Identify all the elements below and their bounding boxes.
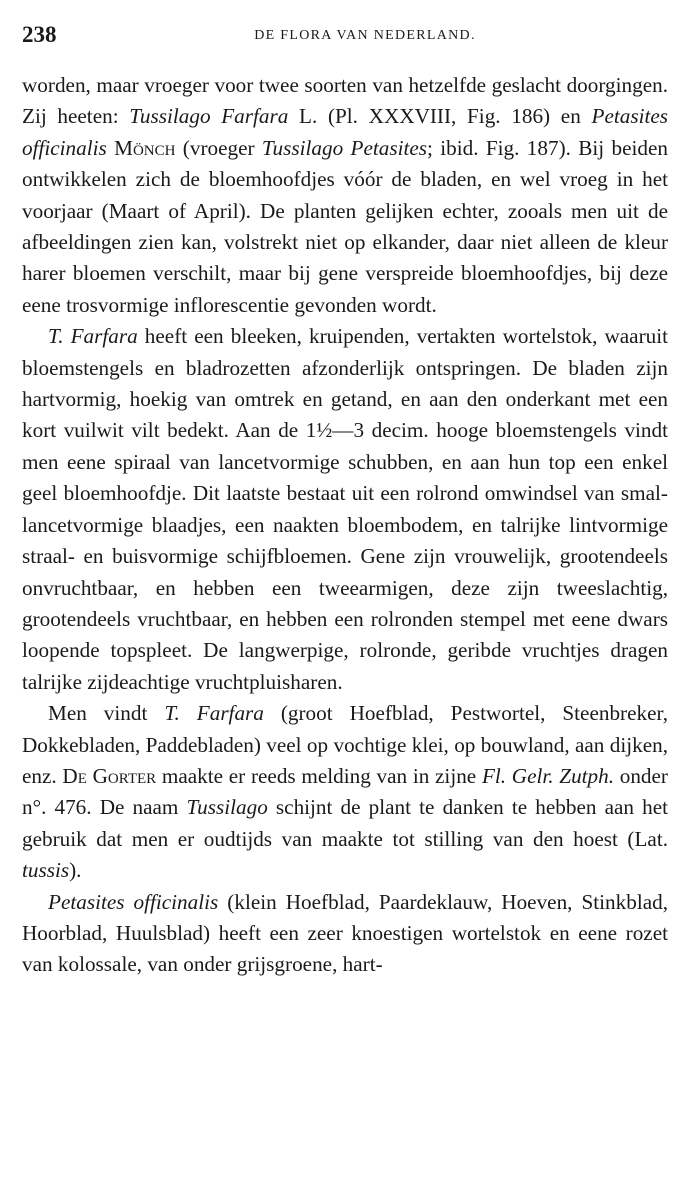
book-page [22, 18, 668, 981]
text-run: (vroeger [175, 135, 262, 160]
text-run [107, 136, 114, 160]
italic-run: T. Farfara [164, 701, 264, 726]
text-run: (groot Hoefblad, Pestwortel, Steenbreker, Dokkebladen, Paddebladen) veel op vochtige klei, op bouwland, aan dijken, enz. [22, 701, 668, 788]
body-text [22, 70, 668, 981]
italic-run: Tussilago [186, 795, 268, 820]
page-number: 238 [22, 22, 57, 47]
text-run: maakte er reeds melding van in zijne [156, 763, 482, 788]
paragraph [22, 698, 668, 886]
text-run: heeft een bleeken, kruipenden, vertakten wortelstok, waaruit bloemstengels en bladrozetten afzonderlijk ontspringen. De bladen zijn hartvormig, hoekig van omtrek en getand, en aan den onderkant met een kort vuilwit vilt bedekt. Aan de 1½—3 decim. hooge bloemstengels vindt men eene spiraal van lancetvormige schubben, en aan hun top een enkel geel bloemhoofdje. Dit laatste bestaat uit een rolrond omwindsel van smal-lancetvormige blaadjes, een naakten bloembodem, en talrijke lintvormige straal- en buisvormige schijfbloemen. Gene zijn vrouwelijk, grootendeels onvruchtbaar, en hebben een tweearmigen, deze zijn tweeslachtig, grootendeels vruchtbaar, en hebben een rolronden stempel met eene dwars loopende topspleet. De langwerpige, rolronde, geribde vruchtjes dragen talrijke zijdeachtige vruchtpluisharen. [22, 324, 668, 694]
italic-run: Petasites officinalis [48, 889, 219, 914]
text-run: ; ibid. Fig. 187). Bij beiden ontwikkelen zich de bloemhoofdjes vóór de bladen, en wel vroeg in het voorjaar (Maart of April). De planten gelijken echter, zooals men uit de afbeeldingen zien kan, volstrekt niet op elkander, daar niet alleen de kleur harer bloemen verschilt, maar bij gene verspreide bloemhoofdjes, bij deze eene trosvormige inflorescentie gevonden wordt. [22, 135, 669, 317]
italic-run: T. Farfara [48, 324, 138, 349]
italic-run: Tussilago Farfara [129, 104, 289, 129]
text-run: L. (Pl. XXXVIII, Fig. 186) en [288, 104, 592, 129]
paragraph [22, 70, 668, 321]
paragraph [22, 887, 668, 981]
text-run: (klein Hoefblad, Paardeklauw, Hoeven, Stinkblad, Hoorblad, Huulsblad) heeft een zeer knoestigen wortelstok en eene rozet van kolossale, van onder grijsgroene, hart- [22, 889, 668, 977]
text-run: worden, maar vroeger voor twee soorten van hetzelfde geslacht doorgingen. Zij heeten: [22, 73, 668, 129]
text-run: ). [69, 858, 82, 883]
italic-run: tussis [22, 858, 70, 883]
italic-run: Fl. Gelr. Zutph. [481, 763, 615, 788]
italic-run: Petasites officinalis [22, 104, 668, 160]
small-caps-run: Mönch [114, 135, 176, 160]
small-caps-run: De Gorter [62, 763, 157, 788]
text-run: schijnt de plant te danken te hebben aan het gebruik dat men er oudtijds van maakte tot stilling van den hoest (Lat. [22, 795, 669, 851]
page-header [22, 18, 668, 52]
running-title: DE FLORA VAN NEDERLAND. [254, 28, 476, 43]
text-run: Men vindt [48, 701, 165, 726]
italic-run: Tussilago Petasites [261, 135, 428, 160]
text-run: onder n°. 476. De naam [22, 763, 668, 820]
paragraph [22, 321, 668, 698]
